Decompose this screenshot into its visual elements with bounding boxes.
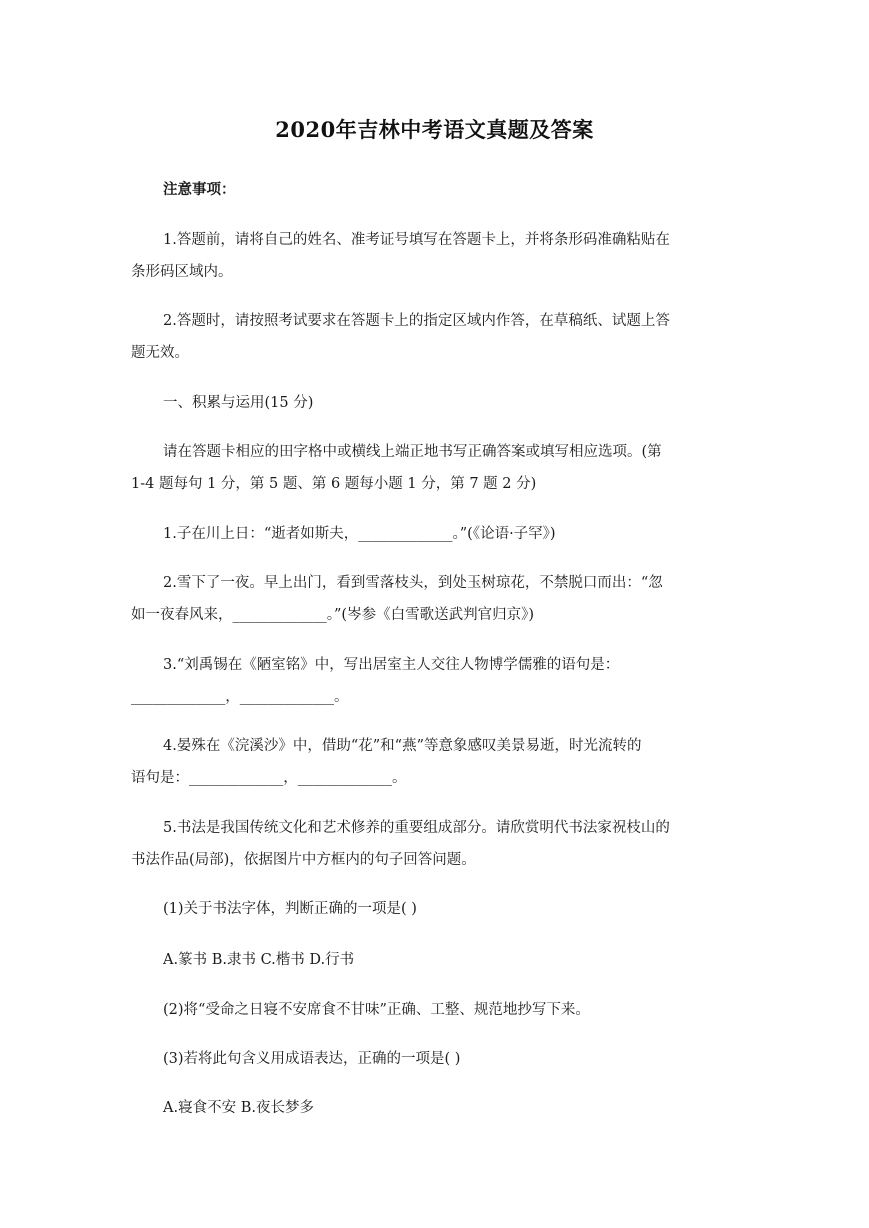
question-1: 1.子在川上日：“逝者如斯夫，_____________。”(《论语·子罕》) bbox=[163, 526, 556, 542]
instructions-line2: 1-4 题每句 1 分，第 5 题、第 6 题每小题 1 分，第 7 题 2 分) bbox=[131, 476, 537, 492]
question-5-sub3-options: A.寝食不安 B.夜长梦多 bbox=[163, 1100, 314, 1116]
question-5-sub2: (2)将“受命之日寝不安席食不甘味”正确、工整、规范地抄写下来。 bbox=[163, 1002, 590, 1018]
question-3-line2: _____________，_____________。 bbox=[131, 689, 349, 705]
notice-item-2-line2: 题无效。 bbox=[131, 345, 189, 361]
notice-item-1-line2: 条形码区域内。 bbox=[131, 264, 233, 280]
question-5-sub3: (3)若将此句含义用成语表达，正确的一项是( ) bbox=[163, 1051, 461, 1067]
question-2-line2: 如一夜春风来，_____________。”(岑参《白雪歌送武判官归京》) bbox=[131, 607, 534, 623]
question-4-line2: 语句是：_____________，_____________。 bbox=[131, 770, 407, 786]
question-5-sub1-options: A.篆书 B.隶书 C.楷书 D.行书 bbox=[163, 952, 355, 968]
question-4-line1: 4.晏殊在《浣溪沙》中，借助“花”和“燕”等意象感叹美景易逝，时光流转的 bbox=[163, 738, 642, 754]
question-5-sub1: (1)关于书法字体，判断正确的一项是( ) bbox=[163, 901, 417, 917]
question-3-line1: 3.“刘禹锡在《陋室铭》中，写出居室主人交往人物博学儒雅的语句是： bbox=[163, 657, 620, 673]
notice-item-2-line1: 2.答题时，请按照考试要求在答题卡上的指定区域内作答，在草稿纸、试题上答 bbox=[163, 313, 670, 329]
question-5-line1: 5.书法是我国传统文化和艺术修养的重要组成部分。请欣赏明代书法家祝枝山的 bbox=[163, 820, 670, 836]
page-title: 2020年吉林中考语文真题及答案 bbox=[275, 117, 594, 142]
instructions-line1: 请在答题卡相应的田字格中或横线上端正地书写正确答案或填写相应选项。(第 bbox=[163, 444, 662, 460]
notice-heading: 注意事项： bbox=[163, 181, 236, 198]
section-heading: 一、积累与运用(15 分) bbox=[163, 395, 314, 411]
notice-item-1-line1: 1.答题前，请将自己的姓名、准考证号填写在答题卡上，并将条形码准确粘贴在 bbox=[163, 232, 670, 248]
question-5-line2: 书法作品(局部)，依据图片中方框内的句子回答问题。 bbox=[131, 852, 476, 868]
question-2-line1: 2.雪下了一夜。早上出门，看到雪落枝头，到处玉树琼花，不禁脱口而出：“忽 bbox=[163, 575, 663, 591]
